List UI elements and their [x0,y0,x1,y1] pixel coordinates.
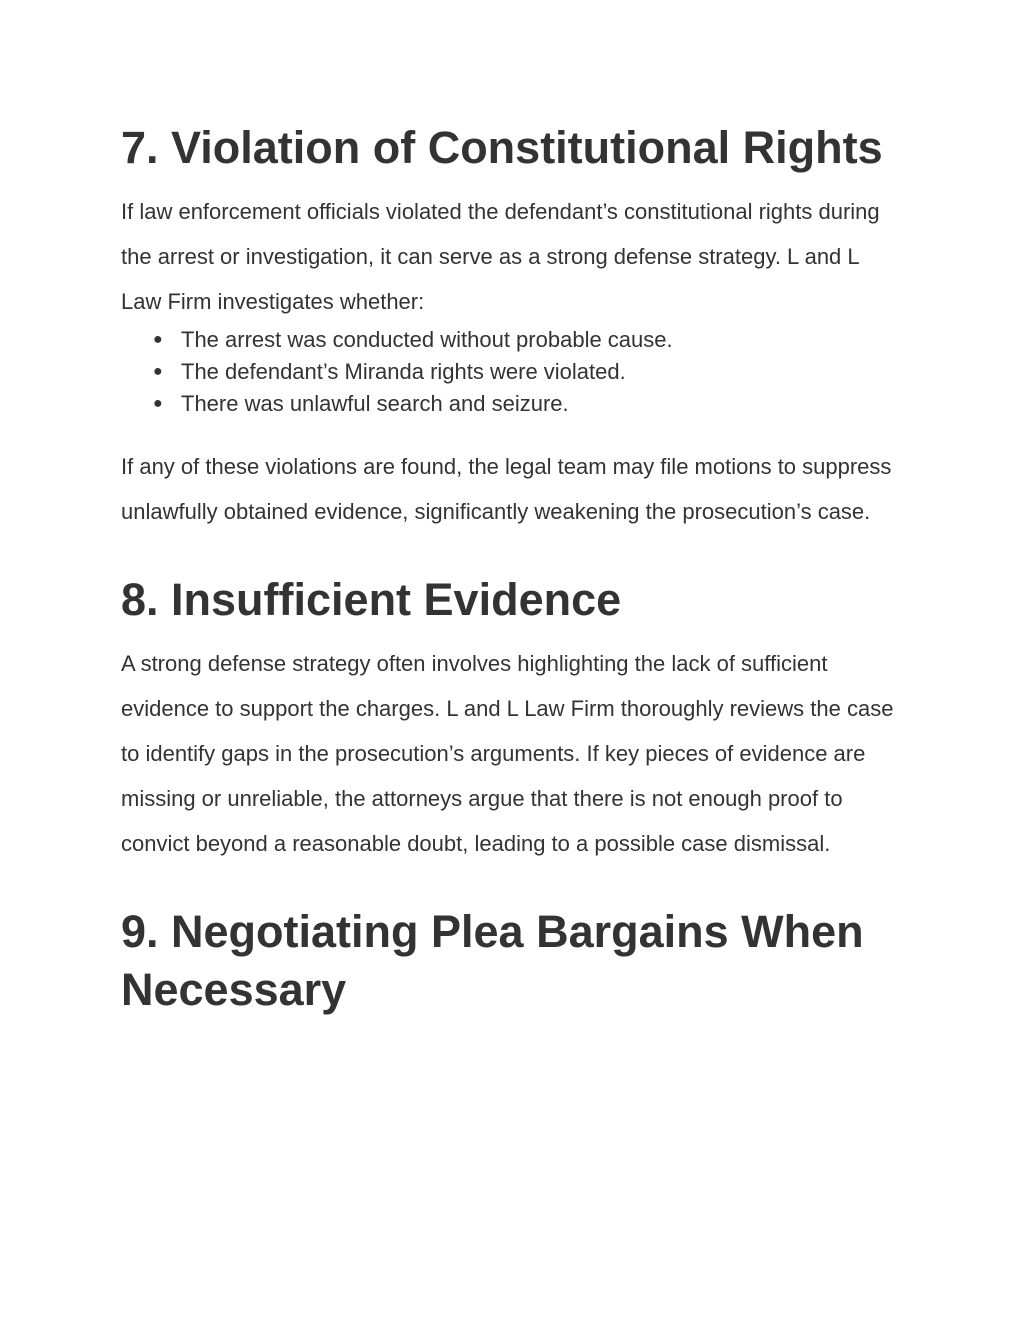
section-intro-paragraph: If law enforcement officials violated the defendant’s constitutional rights during the arrest or investigation, it can serve as a strong defense strategy. L and L Law Firm investigates whether: [121,199,880,314]
bullet-icon: ● [153,363,163,380]
list-item [153,388,904,420]
list-item [153,324,904,356]
section-body-paragraph: A strong defense strategy often involves highlighting the lack of sufficient evidence to support the charges. L and L Law Firm thoroughly reviews the case to identify gaps in the prosecution’s arguments. If key pieces of evidence are missing or unreliable, the attorneys argue that there is not enough proof to convict beyond a reasonable doubt, leading to a possible case dismissal. [121,651,894,856]
section-heading-insufficient-evidence: 8. Insufficient Evidence [121,574,622,625]
section-heading-plea-bargains: 9. Negotiating Plea Bargains When Necessary [121,906,864,1015]
list-item-text: The arrest was conducted without probable cause. [181,327,673,352]
list-item-text: There was unlawful search and seizure. [181,391,569,416]
list-item [153,356,904,388]
bullet-icon: ● [153,331,163,348]
violations-list [121,324,904,420]
section-heading-constitutional-rights: 7. Violation of Constitutional Rights [121,122,883,173]
bullet-icon: ● [153,395,163,412]
section-closing-paragraph: If any of these violations are found, the legal team may file motions to suppress unlawfully obtained evidence, significantly weakening the prosecution’s case. [121,454,892,524]
list-item-text: The defendant’s Miranda rights were violated. [181,359,626,384]
